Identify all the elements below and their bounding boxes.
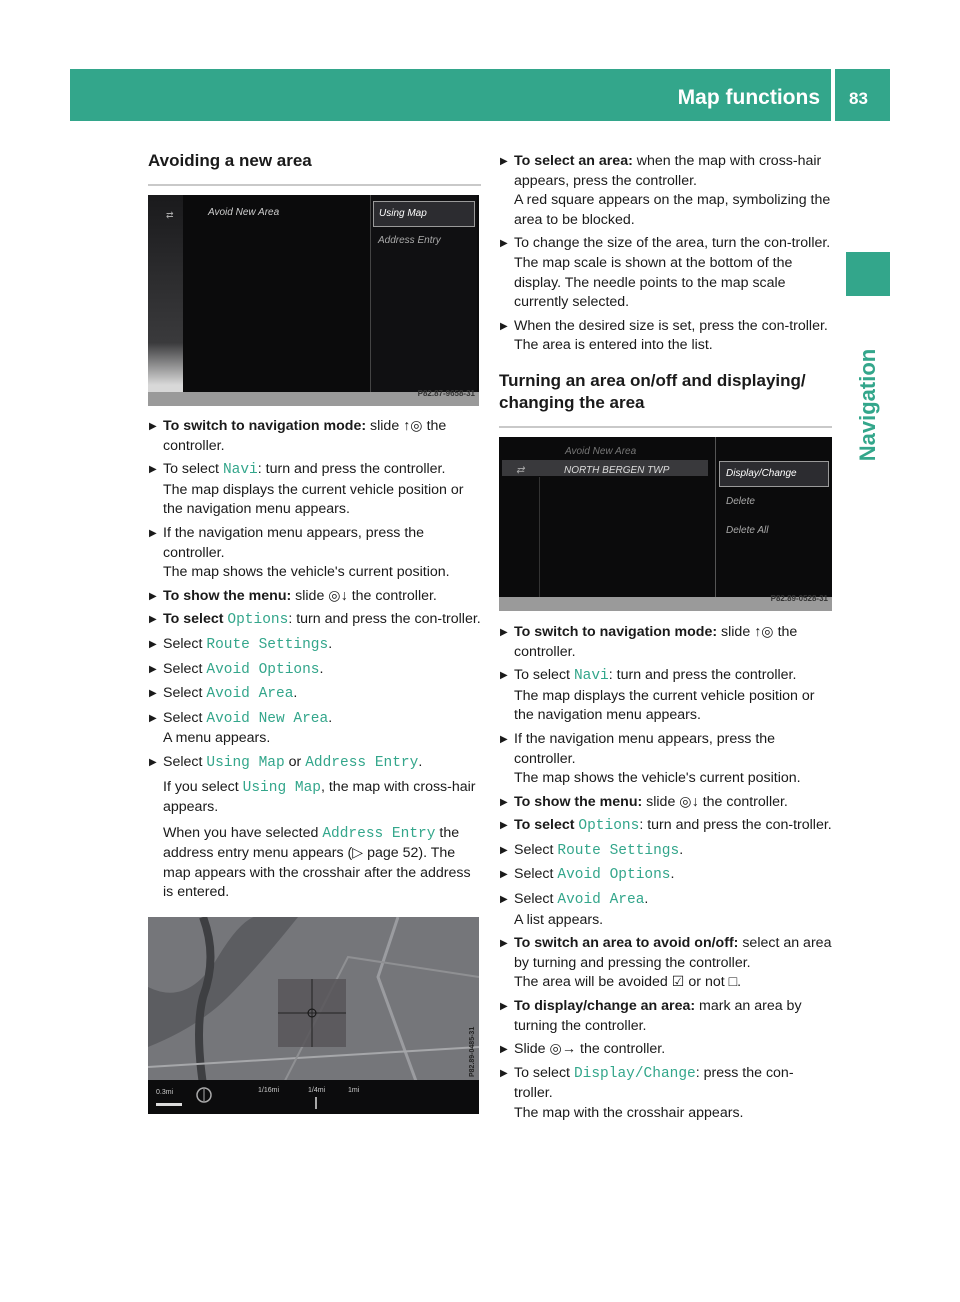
- step-result: A red square appears on the map, symbolizing the area to be blocked.: [514, 192, 831, 228]
- right-column: [499, 152, 832, 1128]
- instruction-step: [148, 660, 481, 681]
- step-label: To switch to navigation mode:: [163, 418, 367, 434]
- step-result: The area is entered into the list.: [514, 337, 713, 354]
- step-text: .: [319, 660, 324, 677]
- section-label: Navigation: [855, 348, 880, 462]
- step-text: : turn and press the controller.: [257, 461, 446, 478]
- step-label: To switch to navigation mode:: [514, 623, 718, 640]
- step-label: To select: [163, 611, 228, 628]
- step-text: Select: [163, 753, 207, 770]
- checkbox-icon: ⇄: [516, 464, 525, 476]
- menu-term: Avoid Area: [557, 892, 645, 909]
- step-result: A list appears.: [514, 911, 604, 928]
- instruction-list: [499, 623, 832, 1124]
- step-text: When the desired size is set, press the con-troller.: [514, 317, 828, 334]
- instruction-step: [499, 997, 832, 1036]
- divider: [148, 184, 481, 186]
- menu-term: Avoid New Area: [206, 710, 329, 727]
- instruction-step: [148, 460, 481, 520]
- menu-item-address-entry[interactable]: Address Entry: [378, 234, 441, 246]
- instruction-step: [148, 417, 481, 456]
- step-result: The map shows the vehicle's current position.: [163, 564, 450, 581]
- step-text: To select: [514, 667, 574, 684]
- step-result: The map displays the current vehicle position or the navigation menu appears.: [514, 687, 815, 724]
- header-separator: [831, 69, 835, 121]
- page-title: Map functions: [677, 86, 820, 109]
- menu-item-delete[interactable]: Delete: [726, 495, 755, 507]
- step-text: Select: [163, 635, 207, 652]
- svg-text:P82.89-0485-31: P82.89-0485-31: [469, 1026, 476, 1078]
- section-heading: Turning an area on/off and displaying/ changing the area: [499, 370, 806, 412]
- note-text: When you have selected Address Entry the address entry menu appears (▷ page 52). The map appears with the crosshair after the address is entered.: [163, 824, 471, 901]
- menu-term: Route Settings: [557, 842, 680, 859]
- step-text: : press the con-troller.: [514, 1064, 794, 1102]
- step-label: To display/change an area:: [514, 998, 696, 1015]
- figure-caption: P82.89-0528-31: [770, 594, 828, 604]
- instruction-step: [499, 730, 832, 789]
- step-result: A menu appears.: [163, 730, 271, 747]
- screen-title: Avoid New Area: [208, 207, 280, 218]
- step-result: The map scale is shown at the bottom of the display. The needle points to the map scale currently selected.: [514, 254, 793, 311]
- instruction-step: [148, 709, 481, 749]
- step-text: select an area by turning and pressing the controller.: [514, 935, 832, 971]
- step-text: If the navigation menu appears, press the controller.: [163, 524, 425, 561]
- instruction-step: [499, 666, 832, 726]
- instruction-list: [499, 152, 832, 356]
- step-text: Select: [514, 841, 558, 858]
- step-text: .: [328, 709, 333, 726]
- step-text: slide ↑◎ the controller.: [514, 623, 798, 660]
- svg-text:1mi: 1mi: [348, 1087, 360, 1095]
- screenshot-map-crosshair: [148, 917, 479, 1114]
- instruction-step: [499, 890, 832, 930]
- note-text: If you select Using Map, the map with cross-hair appears.: [163, 778, 476, 816]
- step-text: Select: [163, 660, 207, 677]
- menu-term: Avoid Options: [206, 661, 320, 678]
- step-text: : turn and press the controller.: [608, 667, 797, 684]
- step-text: To select: [163, 461, 223, 478]
- screenshot-display-change: [499, 437, 832, 611]
- back-icon: ⇄: [166, 210, 174, 220]
- step-text: Select: [163, 685, 207, 702]
- divider: [499, 426, 832, 428]
- step-text: : turn and press the con-troller.: [639, 817, 832, 834]
- step-label: To show the menu:: [163, 587, 292, 604]
- step-text: If the navigation menu appears, press the controller.: [514, 730, 776, 767]
- instruction-step: [499, 816, 832, 837]
- step-text: slide ↑◎ the controller.: [163, 418, 447, 454]
- menu-term: Avoid Area: [206, 686, 294, 703]
- list-row-area[interactable]: [502, 460, 708, 476]
- menu-term: Avoid Options: [557, 867, 671, 884]
- step-text: .: [644, 891, 649, 908]
- instruction-step: [499, 317, 832, 356]
- instruction-step: [148, 524, 481, 583]
- menu-term: Display/Change: [573, 1065, 696, 1082]
- menu-item-using-map[interactable]: Using Map: [373, 201, 475, 227]
- step-text: To select: [514, 1064, 574, 1081]
- svg-text:0.3mi: 0.3mi: [156, 1089, 174, 1097]
- step-text: slide ◎↓ the controller.: [291, 587, 437, 604]
- step-text: when the map with cross-hair appears, press the controller.: [514, 153, 822, 189]
- left-column: [148, 150, 481, 1114]
- menu-term: Using Map: [206, 754, 285, 771]
- step-text: or: [284, 753, 306, 770]
- map-image: [148, 917, 479, 1114]
- instruction-step: [499, 841, 832, 862]
- options-menu: [370, 195, 477, 392]
- step-text: : turn and press the con-troller.: [288, 611, 481, 628]
- svg-text:1/4mi: 1/4mi: [308, 1087, 326, 1095]
- step-text: Select: [163, 709, 207, 726]
- instruction-step: [499, 623, 832, 662]
- svg-text:1/16mi: 1/16mi: [258, 1087, 280, 1095]
- menu-term: Navi: [222, 462, 258, 479]
- menu-term: Address Entry: [305, 754, 419, 771]
- menu-term: Route Settings: [206, 636, 329, 653]
- figure-caption: P82.87-9658-31: [417, 389, 475, 399]
- instruction-step: [499, 234, 832, 312]
- step-text: .: [328, 635, 333, 652]
- instruction-step: [499, 1040, 832, 1060]
- step-text: .: [679, 841, 684, 858]
- options-menu: [715, 437, 832, 597]
- menu-back-strip: [148, 195, 183, 406]
- screen-title: Avoid New Area: [565, 445, 637, 457]
- instruction-step: [499, 793, 832, 813]
- step-text: mark an area by turning the controller.: [514, 998, 802, 1034]
- instruction-step: [148, 635, 481, 656]
- section-heading: Avoiding a new area: [148, 151, 312, 170]
- step-label: To select: [514, 817, 579, 834]
- menu-item-delete-all[interactable]: Delete All: [726, 525, 769, 537]
- step-text: .: [293, 685, 298, 702]
- step-text: To change the size of the area, turn the con-troller.: [514, 235, 831, 252]
- menu-term: Options: [578, 818, 640, 835]
- step-text: Select: [514, 891, 558, 908]
- instruction-step: [148, 587, 481, 607]
- step-text: Slide ◎→ the controller.: [514, 1041, 666, 1058]
- instruction-step: [148, 610, 481, 631]
- menu-term: Navi: [573, 668, 609, 685]
- instruction-step: [499, 152, 832, 230]
- step-label: To show the menu:: [514, 793, 643, 810]
- section-tab: [846, 252, 890, 296]
- menu-item-display-change[interactable]: Display/Change: [719, 461, 829, 487]
- area-name: NORTH BERGEN TWP: [564, 464, 670, 476]
- screenshot-avoid-new-area: [148, 195, 479, 406]
- instruction-step: [499, 865, 832, 886]
- instruction-step: [499, 1064, 832, 1124]
- step-label: To switch an area to avoid on/off:: [514, 935, 739, 952]
- step-text: .: [670, 866, 675, 883]
- step-label: To select an area:: [514, 153, 633, 169]
- page-number: 83: [849, 89, 868, 108]
- instruction-step: [499, 934, 832, 993]
- step-result: The map shows the vehicle's current position.: [514, 770, 801, 787]
- step-text: Select: [514, 866, 558, 883]
- instruction-step: [148, 753, 481, 774]
- menu-term: Options: [227, 612, 289, 629]
- step-text: .: [418, 753, 423, 770]
- step-result: The area will be avoided ☑ or not □.: [514, 974, 742, 991]
- step-result: The map with the crosshair appears.: [514, 1105, 744, 1121]
- step-text: slide ◎↓ the controller.: [642, 793, 788, 810]
- step-result: The map displays the current vehicle position or the navigation menu appears.: [163, 481, 464, 518]
- instruction-list: [148, 417, 481, 774]
- instruction-step: [148, 684, 481, 705]
- divider: [539, 477, 540, 597]
